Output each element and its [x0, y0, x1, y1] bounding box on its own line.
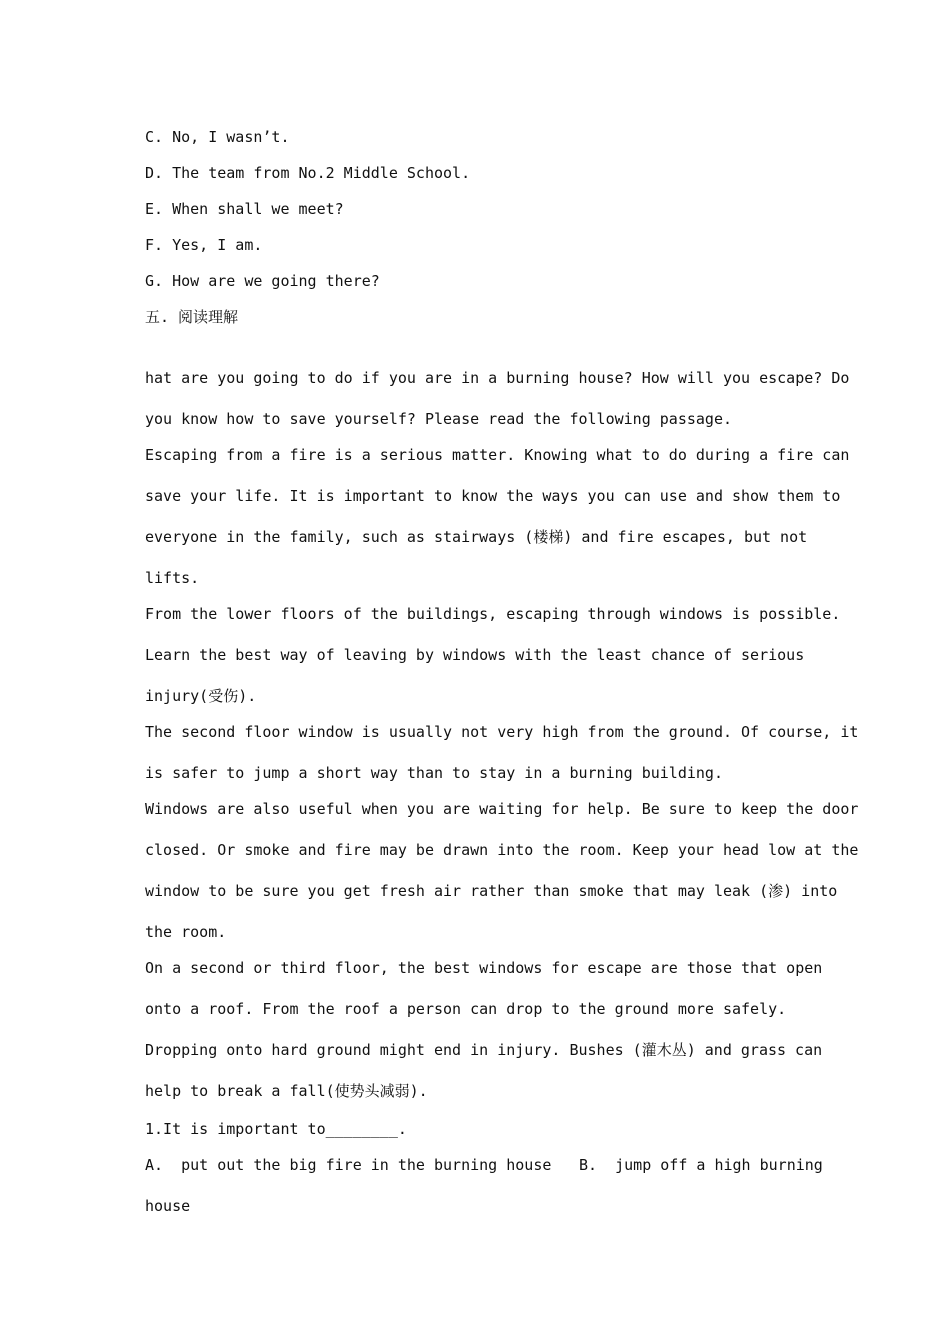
question-1-option-a: A. put out the big fire in the burning house: [145, 1156, 552, 1174]
question-1-option-b-continued: house: [145, 1197, 191, 1215]
passage-line: The second floor window is usually not very high from the ground. Of course, it: [145, 723, 859, 741]
passage-line: lifts.: [145, 569, 200, 587]
passage-line: Dropping onto hard ground might end in injury. Bushes (灌木丛) and grass can: [145, 1041, 823, 1059]
section-title: 五. 阅读理解: [145, 308, 239, 326]
question-1-options: [145, 1155, 823, 1175]
passage-line: window to be sure you get fresh air rather than smoke that may leak (渗) into: [145, 882, 838, 900]
passage-line: injury(受伤).: [145, 687, 257, 705]
question-1-option-b: B. jump off a high burning: [579, 1156, 823, 1174]
question-1-stem: 1.It is important to________.: [145, 1120, 407, 1138]
passage-line: closed. Or smoke and fire may be drawn into the room. Keep your head low at the: [145, 841, 859, 859]
passage-line: save your life. It is important to know the ways you can use and show them to: [145, 487, 841, 505]
passage-line: Windows are also useful when you are waiting for help. Be sure to keep the door: [145, 800, 859, 818]
passage-line: is safer to jump a short way than to stay in a burning building.: [145, 764, 723, 782]
passage-line: On a second or third floor, the best windows for escape are those that open: [145, 959, 823, 977]
passage-line: hat are you going to do if you are in a burning house? How will you escape? Do: [145, 369, 850, 387]
passage-line: you know how to save yourself? Please read the following passage.: [145, 410, 732, 428]
passage-line: Learn the best way of leaving by windows with the least chance of serious: [145, 646, 805, 664]
passage-line: help to break a fall(使势头减弱).: [145, 1082, 428, 1100]
dialogue-option-f: F. Yes, I am.: [145, 236, 263, 254]
dialogue-option-g: G. How are we going there?: [145, 272, 380, 290]
passage-line: everyone in the family, such as stairways (楼梯) and fire escapes, but not: [145, 528, 808, 546]
dialogue-option-e: E. When shall we meet?: [145, 200, 344, 218]
dialogue-option-d: D. The team from No.2 Middle School.: [145, 164, 471, 182]
passage-line: the room.: [145, 923, 227, 941]
dialogue-option-c: C. No, I wasn’t.: [145, 128, 290, 146]
passage-line: Escaping from a fire is a serious matter. Knowing what to do during a fire can: [145, 446, 850, 464]
passage-line: onto a roof. From the roof a person can drop to the ground more safely.: [145, 1000, 787, 1018]
passage-line: From the lower floors of the buildings, escaping through windows is possible.: [145, 605, 841, 623]
